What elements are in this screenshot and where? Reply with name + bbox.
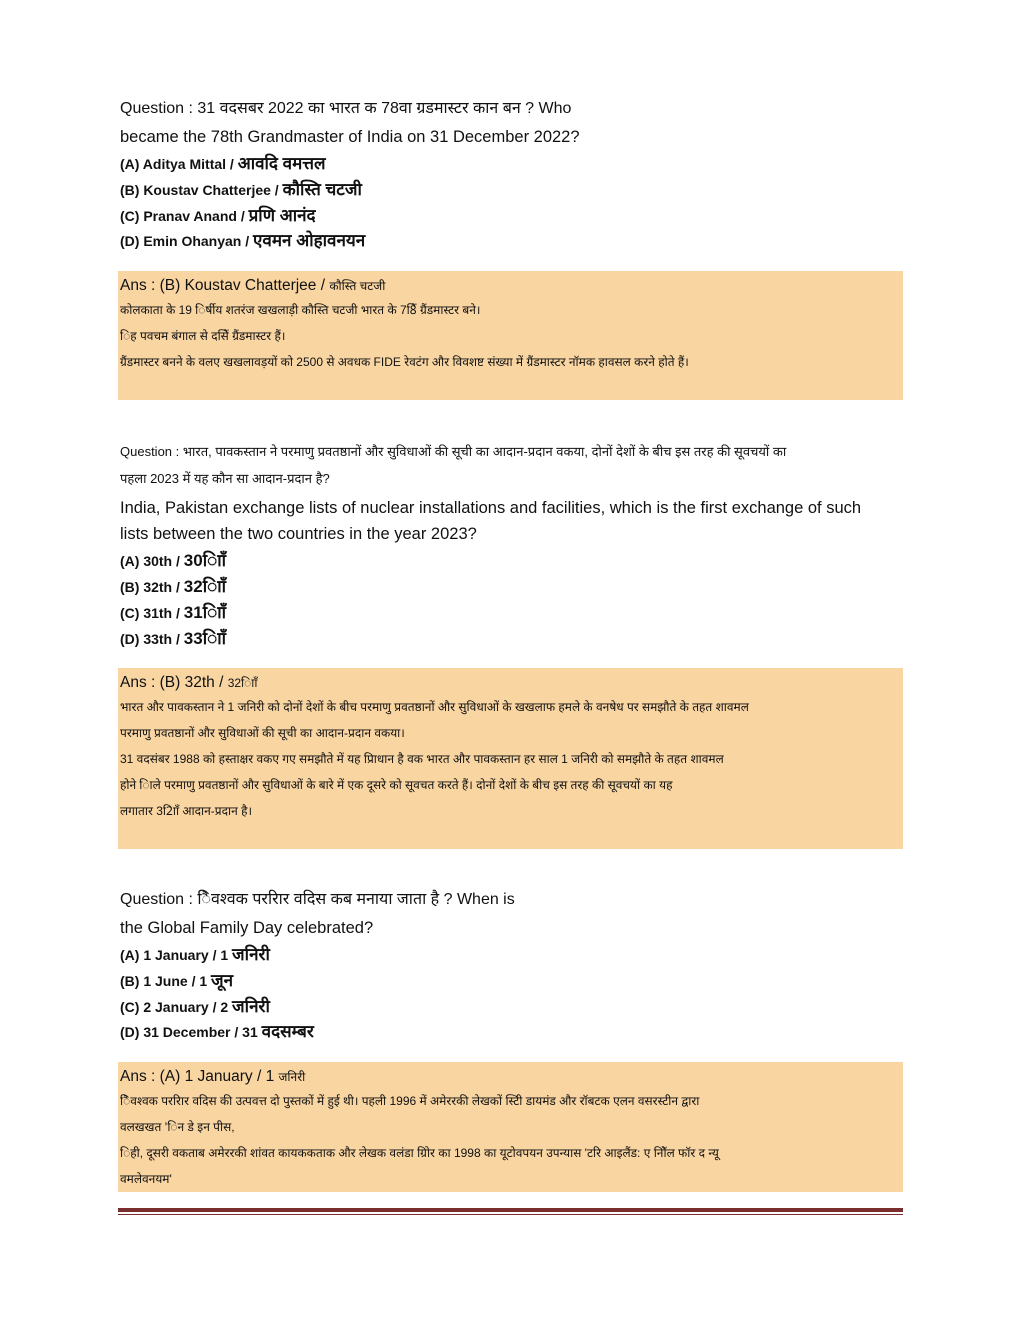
q2-answer-line: भारत और पावकस्तान ने 1 जनिरी को दोनों देशों के बीच परमाणु प्रवतष्ठानों और सुविधाओं के खखलाफ हमले के वनषेध पर समझौते के तहत शावमल bbox=[120, 700, 749, 714]
q1-option-b: (B) Koustav Chatterjee / कौस्ति चटजी bbox=[120, 180, 362, 199]
q1-option-a: (A) Aditya Mittal / आवदि वमत्तल bbox=[120, 154, 326, 173]
q3-answer-line: वमलेवनयम' bbox=[120, 1172, 172, 1186]
q1-question-line1: Question : 31 वदसबर 2022 का भारत क 78वा ग्रडमास्टर कान बन ? Who bbox=[120, 100, 572, 117]
q2-answer-line: परमाणु प्रवतष्ठानों और सुविधाओं की सूची का आदान-प्रदान वकया। bbox=[120, 726, 405, 740]
q1-answer-line: कोलकाता के 19 िर्षीय शतरंज खखलाड़ी कौस्ति चटजी भारत के 78िें ग्रैंडमास्टर बने। bbox=[120, 303, 481, 317]
q1-answer-line: ग्रैंडमास्टर बनने के वलए खखलावड़यों को 2500 से अवधक FIDE रेवटंग और विवशष्ट संख्या में ग्रैंडमास्टर नॉमक हावसल करने होते हैं। bbox=[120, 355, 689, 369]
q2-question-line2: पहला 2023 में यह कौन सा आदान-प्रदान है? bbox=[120, 471, 330, 486]
footer-divider-thin bbox=[118, 1214, 903, 1215]
q3-answer-line: वलखखत 'िन डे इन पीस, bbox=[120, 1120, 235, 1134]
q2-question-line4: lists between the two countries in the year 2023? bbox=[120, 525, 477, 543]
q1-question-line2: became the 78th Grandmaster of India on 31 December 2022? bbox=[120, 128, 580, 146]
q2-answer-line: 31 वदसंबर 1988 को हस्ताक्षर वकए गए समझौते में यह प्रािधान है वक भारत और पावकस्तान हर साल 1 जनिरी को समझौते के तहत शावमल bbox=[120, 752, 724, 766]
q3-option-a: (A) 1 January / 1 जनिरी bbox=[120, 945, 270, 964]
footer-divider-thick bbox=[118, 1208, 903, 1212]
q1-option-d: (D) Emin Ohanyan / एवमन ओहावनयन bbox=[120, 231, 366, 250]
q1-answer-title: Ans : (B) Koustav Chatterjee / कौस्ति चटजी bbox=[120, 277, 386, 294]
q2-option-c: (C) 31th / 31िााँ bbox=[120, 603, 226, 622]
q2-answer-line: लगातार 32िााँ आदान-प्रदान है। bbox=[120, 804, 253, 818]
q2-answer-title: Ans : (B) 32th / 32िााँ bbox=[120, 674, 258, 691]
q3-question-line2: the Global Family Day celebrated? bbox=[120, 919, 374, 937]
q3-answer-line: िही, दूसरी वकताब अमेररकी शांवत कायककताक और लेखक वलंडा ग्रोिर का 1998 का यूटोवपयन उपन्यास 'टरि आइलैंड: ए नॉिेल फॉर द न्यू bbox=[120, 1146, 719, 1160]
q2-answer-box bbox=[118, 668, 903, 849]
q2-question-line1: Question : भारत, पावकस्तान ने परमाणु प्रवतष्ठानों और सुविधाओं की सूची का आदान-प्रदान वकया, दोनों देशों के बीच इस तरह की सूवचयों का bbox=[120, 444, 787, 459]
q2-option-a: (A) 30th / 30िााँ bbox=[120, 551, 226, 570]
q3-answer-line: िैवश्वक पररिार वदिस की उत्पवत्त दो पुस्तकों में हुई थी। पहली 1996 में अमेररकी लेखकों स्टीि डायमंड और रॉबटक एलन वसरस्टीन द्वारा bbox=[120, 1094, 700, 1108]
q2-option-b: (B) 32th / 32िााँ bbox=[120, 577, 226, 596]
q2-answer-line: होने िाले परमाणु प्रवतष्ठानों और सुविधाओं के बारे में एक दूसरे को सूवचत करते हैं। दोनों देशों के बीच इस तरह की सूवचयों का यह bbox=[120, 778, 673, 792]
q1-answer-box bbox=[118, 271, 903, 400]
q3-option-d: (D) 31 December / 31 वदसम्बर bbox=[120, 1022, 314, 1041]
q1-answer-line: िह पवचम बंगाल से दसिें ग्रैंडमास्टर हैं। bbox=[120, 329, 286, 343]
q3-answer-title: Ans : (A) 1 January / 1 जनिरी bbox=[120, 1068, 306, 1085]
q3-answer-box bbox=[118, 1062, 903, 1192]
q3-question-line1: Question : िैवश्वक पररिार वदिस कब मनाया जाता है ? When is bbox=[120, 891, 515, 908]
q1-option-c: (C) Pranav Anand / प्रणि आनंद bbox=[120, 206, 316, 225]
q3-option-b: (B) 1 June / 1 जून bbox=[120, 971, 234, 990]
q2-option-d: (D) 33th / 33िााँ bbox=[120, 629, 226, 648]
q3-option-c: (C) 2 January / 2 जनिरी bbox=[120, 997, 270, 1016]
q2-question-line3: India, Pakistan exchange lists of nuclear installations and facilities, which is the first exchange of such bbox=[120, 499, 862, 517]
